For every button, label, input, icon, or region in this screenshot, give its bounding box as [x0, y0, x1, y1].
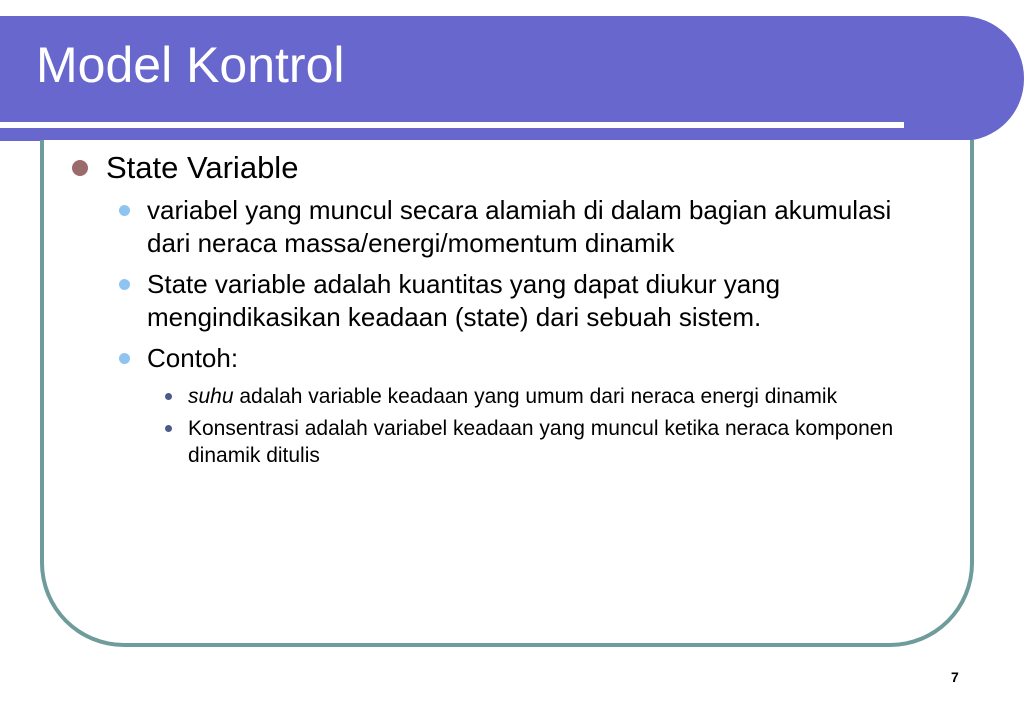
bullet-level2-description: [112, 268, 930, 334]
bullet-level3-suhu: [163, 383, 930, 410]
bullet-dot-icon: [72, 160, 88, 176]
point-text: Contoh:: [147, 343, 239, 373]
bullet-level2-definition: [112, 194, 930, 260]
bullet-dot-icon: [119, 353, 130, 364]
page-number: 7: [951, 669, 959, 685]
title-underline: [0, 122, 904, 128]
point-text: variabel yang muncul secara alamiah di dalam bagian akumulasi dari neraca massa/energi/momentum dinamik: [147, 195, 892, 258]
slide-title: Model Kontrol: [36, 37, 345, 93]
emphasis-text: suhu: [188, 385, 234, 408]
bullet-dot-icon: [119, 279, 130, 290]
example-text: adalah variable keadaan yang umum dari neraca energi dinamik: [233, 385, 838, 408]
point-text: State variable adalah kuantitas yang dapat diukur yang mengindikasikan keadaan (state) dari sebuah sistem.: [147, 269, 781, 332]
slide-content: [70, 150, 930, 474]
bullet-dot-icon: [165, 425, 172, 432]
bullet-level2-contoh: [112, 342, 930, 375]
example-text: Konsentrasi adalah variabel keadaan yang muncul ketika neraca komponen dinamik ditulis: [188, 417, 894, 467]
bullet-level1-state-variable: [70, 150, 930, 186]
heading-text: State Variable: [106, 150, 299, 185]
bullet-dot-icon: [119, 205, 130, 216]
bullet-level3-konsentrasi: [163, 415, 930, 469]
bullet-dot-icon: [165, 393, 172, 400]
